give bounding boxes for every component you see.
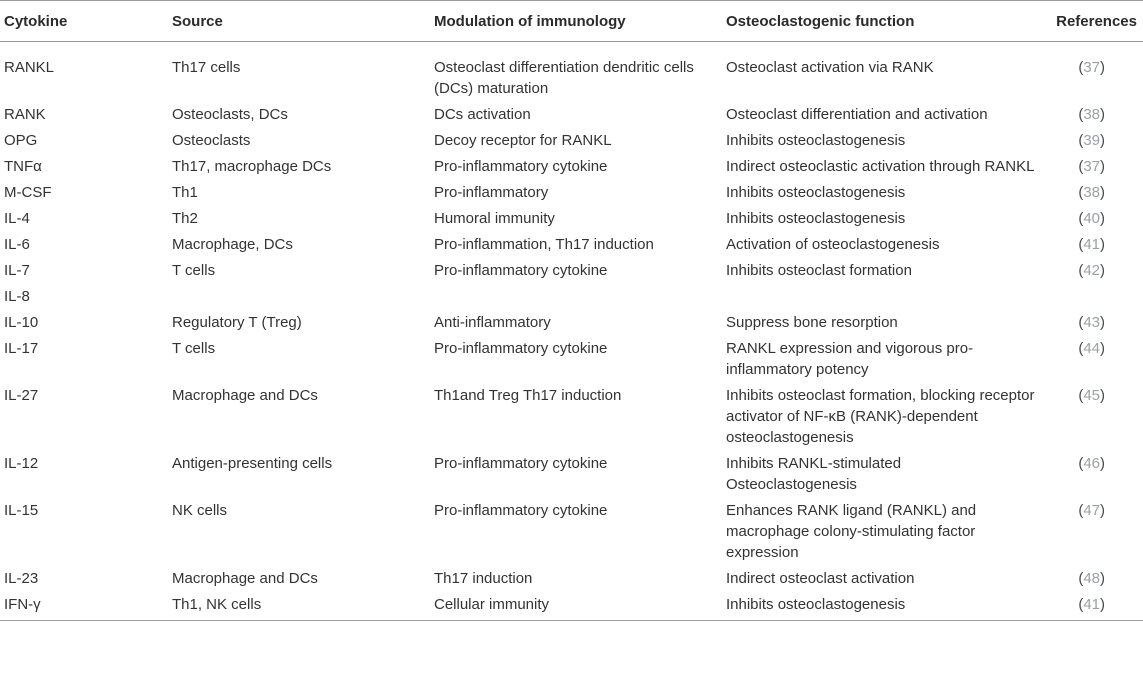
table-row [0, 564, 1143, 590]
cell-modulation: Pro-inflammatory cytokine [434, 158, 608, 175]
table-row [0, 590, 1143, 621]
cell-cytokine: M-CSF [4, 184, 52, 201]
cell-source: Antigen-presenting cells [172, 455, 333, 472]
cell-reference: (39) [1078, 132, 1105, 149]
header-source: Source [168, 1, 430, 42]
cell-source: Macrophage and DCs [172, 387, 318, 404]
cell-function: RANKL expression and vigorous pro-inflammatory potency [726, 340, 974, 378]
cell-cytokine: IL-15 [4, 502, 39, 519]
cell-reference: (38) [1078, 106, 1105, 123]
cell-source: Th17 cells [172, 59, 241, 76]
header-cytokine: Cytokine [0, 1, 168, 42]
cell-cytokine: IL-10 [4, 314, 39, 331]
reference-link[interactable]: 38 [1083, 106, 1100, 123]
table-row [0, 334, 1143, 381]
table-row [0, 152, 1143, 178]
cell-cytokine: IL-23 [4, 570, 39, 587]
header-function: Osteoclastogenic function [722, 1, 1035, 42]
reference-link[interactable]: 37 [1083, 59, 1100, 76]
table-row [0, 449, 1143, 496]
table-row [0, 178, 1143, 204]
cell-function: Indirect osteoclast activation [726, 570, 915, 587]
cell-modulation: Osteoclast differentiation dendritic cells (DCs) maturation [434, 59, 694, 97]
cell-cytokine: IL-27 [4, 387, 39, 404]
cell-reference: (44) [1078, 340, 1105, 357]
cell-source: Th17, macrophage DCs [172, 158, 332, 175]
reference-link[interactable]: 45 [1083, 387, 1100, 404]
header-row [0, 1, 1143, 42]
table-header [0, 1, 1143, 42]
table-body [0, 42, 1143, 621]
cell-reference: (41) [1078, 236, 1105, 253]
cell-modulation: Pro-inflammatory [434, 184, 549, 201]
cell-modulation: DCs activation [434, 106, 531, 123]
cell-reference: (47) [1078, 502, 1105, 519]
header-references: References [1035, 1, 1143, 42]
cell-reference: (46) [1078, 455, 1105, 472]
cell-function: Osteoclast activation via RANK [726, 59, 934, 76]
cell-modulation: Cellular immunity [430, 590, 722, 621]
cell-reference: (37) [1078, 158, 1105, 175]
cell-source: Macrophage, DCs [172, 236, 293, 253]
cell-source: Osteoclasts [172, 132, 251, 149]
cell-source: NK cells [172, 502, 228, 519]
cell-source [168, 282, 430, 308]
cell-cytokine: IL-17 [4, 340, 39, 357]
cell-reference: (45) [1078, 387, 1105, 404]
cell-modulation: Th17 induction [434, 570, 533, 587]
reference-link[interactable]: 37 [1083, 158, 1100, 175]
cell-function: Enhances RANK ligand (RANKL) and macrophage colony-stimulating factor expression [726, 502, 977, 561]
header-modulation: Modulation of immunology [430, 1, 722, 42]
cell-function: Inhibits osteoclast formation, blocking receptor activator of NF-κB (RANK)-dependent osteoclastogenesis [726, 387, 1035, 446]
cell-reference: (43) [1078, 314, 1105, 331]
cell-function: Suppress bone resorption [726, 314, 898, 331]
reference-link[interactable]: 44 [1083, 340, 1100, 357]
cell-cytokine: IFN-γ [0, 590, 168, 621]
cell-reference: (41) [1035, 590, 1143, 621]
cell-cytokine: IL-12 [4, 455, 39, 472]
cell-source: Th2 [172, 210, 198, 227]
table-row [0, 256, 1143, 282]
cell-function: Inhibits RANKL-stimulated Osteoclastogenesis [726, 455, 902, 493]
cell-modulation: Decoy receptor for RANKL [434, 132, 612, 149]
cell-source: Osteoclasts, DCs [172, 106, 288, 123]
reference-link[interactable]: 39 [1083, 132, 1100, 149]
cell-source: Macrophage and DCs [172, 570, 318, 587]
reference-link[interactable]: 42 [1083, 262, 1100, 279]
cell-cytokine: IL-7 [4, 262, 30, 279]
cell-cytokine: IL-8 [4, 288, 30, 305]
cell-reference [1035, 282, 1143, 308]
cell-cytokine: RANKL [4, 59, 55, 76]
cell-cytokine: IL-6 [4, 236, 30, 253]
cell-function: Inhibits osteoclastogenesis [726, 132, 906, 149]
cell-function: Inhibits osteoclastogenesis [726, 184, 906, 201]
cell-reference: (37) [1078, 59, 1105, 76]
table-row [0, 496, 1143, 564]
cell-source: T cells [172, 262, 216, 279]
cell-reference: (40) [1078, 210, 1105, 227]
cell-modulation: Pro-inflammation, Th17 induction [434, 236, 654, 253]
cell-cytokine: RANK [4, 106, 46, 123]
table-row [0, 126, 1143, 152]
cell-cytokine: IL-4 [4, 210, 30, 227]
cell-modulation [430, 282, 722, 308]
table-row [0, 282, 1143, 308]
cell-function: Indirect osteoclastic activation through RANKL [726, 158, 1035, 175]
reference-link[interactable]: 47 [1083, 502, 1100, 519]
cell-reference: (48) [1078, 570, 1105, 587]
cell-source: Th1 [172, 184, 198, 201]
table-row [0, 42, 1143, 101]
cell-modulation: Pro-inflammatory cytokine [434, 455, 608, 472]
reference-link[interactable]: 40 [1083, 210, 1100, 227]
reference-link[interactable]: 38 [1083, 184, 1100, 201]
table-row [0, 308, 1143, 334]
cell-modulation: Pro-inflammatory cytokine [434, 262, 608, 279]
cell-function [722, 282, 1035, 308]
reference-link[interactable]: 41 [1083, 236, 1100, 253]
cell-modulation: Anti-inflammatory [434, 314, 551, 331]
table-row [0, 230, 1143, 256]
cell-function: Inhibits osteoclastogenesis [722, 590, 1035, 621]
table-row [0, 381, 1143, 449]
cell-modulation: Humoral immunity [434, 210, 555, 227]
cell-function: Inhibits osteoclast formation [726, 262, 912, 279]
cell-source: Th1, NK cells [168, 590, 430, 621]
table-row [0, 100, 1143, 126]
reference-link[interactable]: 48 [1083, 570, 1100, 587]
cell-modulation: Pro-inflammatory cytokine [434, 502, 608, 519]
cell-cytokine: OPG [4, 132, 38, 149]
table-row [0, 204, 1143, 230]
cell-reference: (38) [1078, 184, 1105, 201]
cell-source: Regulatory T (Treg) [172, 314, 302, 331]
cell-function: Inhibits osteoclastogenesis [726, 210, 906, 227]
reference-link[interactable]: 43 [1083, 314, 1100, 331]
cell-reference: (42) [1078, 262, 1105, 279]
cell-source: T cells [172, 340, 216, 357]
reference-link[interactable]: 41 [1083, 596, 1100, 613]
cell-function: Activation of osteoclastogenesis [726, 236, 940, 253]
cell-modulation: Pro-inflammatory cytokine [434, 340, 608, 357]
cell-modulation: Th1and Treg Th17 induction [434, 387, 622, 404]
cell-function: Osteoclast differentiation and activation [726, 106, 988, 123]
reference-link[interactable]: 46 [1083, 455, 1100, 472]
cell-cytokine: TNFα [4, 158, 42, 175]
